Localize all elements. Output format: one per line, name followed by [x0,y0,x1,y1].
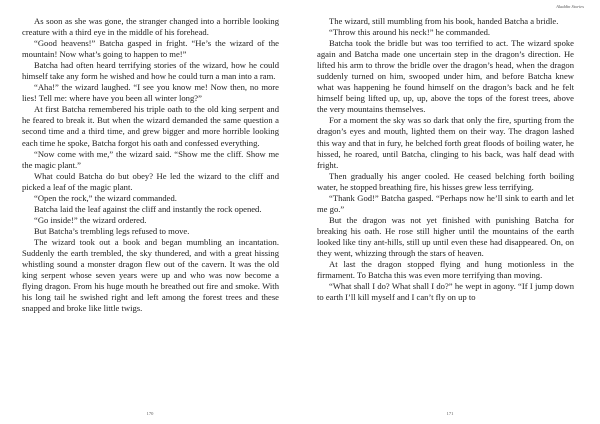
paragraph: “Aha!” the wizard laughed. “I see you know me! Now then, no more lies! Tell me: where have you been all winter long?” [22,82,279,104]
right-page [300,0,600,424]
paragraph: What could Batcha do but obey? He led the wizard to the cliff and picked a leaf of the magic plant. [22,170,279,192]
paragraph: Batcha took the bridle but was too terrified to act. The wizard spoke again and Batcha made one uncertain step in the dragon’s direction. He lifted his arm to throw the bridle over the dragon’s head, when the dragon suddenly turned on him, swooped under him, and before Batcha knew what was happening he found himself on the dragon’s back and he felt himself being lifted up, up, up, above the tops of the forest trees, above the very mountains themselves. [317,38,574,115]
running-head: Aladdin Stories [556,4,584,9]
paragraph: For a moment the sky was so dark that only the fire, spurting from the dragon’s eyes and mouth, lighted them on their way. The dragon lashed this way and that in fury, he belched forth great floods of boiling water, he hissed, he roared, until Batcha, clinging to his back, was half dead with fright. [317,115,574,170]
paragraph: At first Batcha remembered his triple oath to the old king serpent and he feared to break it. But when the wizard demanded the same question a second time and a third time, and grew bigger and more horrible looking each time he spoke, Batcha forgot his oath and confessed everything. [22,104,279,148]
paragraph: Batcha laid the leaf against the cliff and instantly the rock opened. [34,203,262,214]
page-number: 170 [146,411,154,416]
page-number: 171 [446,411,454,416]
right-page-text [317,16,574,303]
paragraph: “Now come with me,” the wizard said. “Show me the cliff. Show me the magic plant.” [22,148,279,170]
paragraph: The wizard, still mumbling from his book, handed Batcha a bridle. [329,16,559,26]
paragraph: The wizard took out a book and began mumbling an incantation. Suddenly the earth trembled, the sky thundered, and with a great hissing whistling sound a monster dragon flew out of the cavern. It was the old king serpent whose seven years were up and who was now become a flying dragon. From his huge mouth he breathed out fire and smoke. With his long tail he swished right and left among the forest trees and these snapped and broke like little twigs. [22,236,279,314]
paragraph: Then gradually his anger cooled. He ceased belching forth boiling water, he stopped breathing fire, his hisses grew less terrifying. [317,170,574,192]
paragraph: At last the dragon stopped flying and hung motionless in the firmament. To Batcha this was even more terrifying than moving. [317,259,574,281]
paragraph: “Thank God!” Batcha gasped. “Perhaps now he’ll sink to earth and let me go.” [317,192,574,214]
paragraph: “Open the rock,” the wizard commanded. [34,192,177,203]
paragraph: As soon as she was gone, the stranger changed into a horrible looking creature with a third eye in the middle of his forehead. [22,16,279,38]
paragraph: But Batcha’s trembling legs refused to move. [34,225,190,236]
paragraph: “What shall I do? What shall I do?” he wept in agony. “If I jump down to earth I’ll kill myself and I can’t fly on up to [317,281,574,303]
paragraph: “Good heavens!” Batcha gasped in fright. “He’s the wizard of the mountain! Now what’s going to happen to me!” [22,38,279,60]
paragraph: “Go inside!” the wizard ordered. [34,214,147,225]
paragraph: “Throw this around his neck!” he commanded. [329,27,491,38]
left-page-text [22,16,279,314]
paragraph: But the dragon was not yet finished with punishing Batcha for breaking his oath. He rose still higher until the mountains of the earth looked like tiny ant-hills, still up until even these had disappeared. On, on they went, whizzing through the stars of heaven. [317,214,574,258]
paragraph: Batcha had often heard terrifying stories of the wizard, how he could himself take any form he wished and how he could turn a man into a ram. [22,60,279,82]
